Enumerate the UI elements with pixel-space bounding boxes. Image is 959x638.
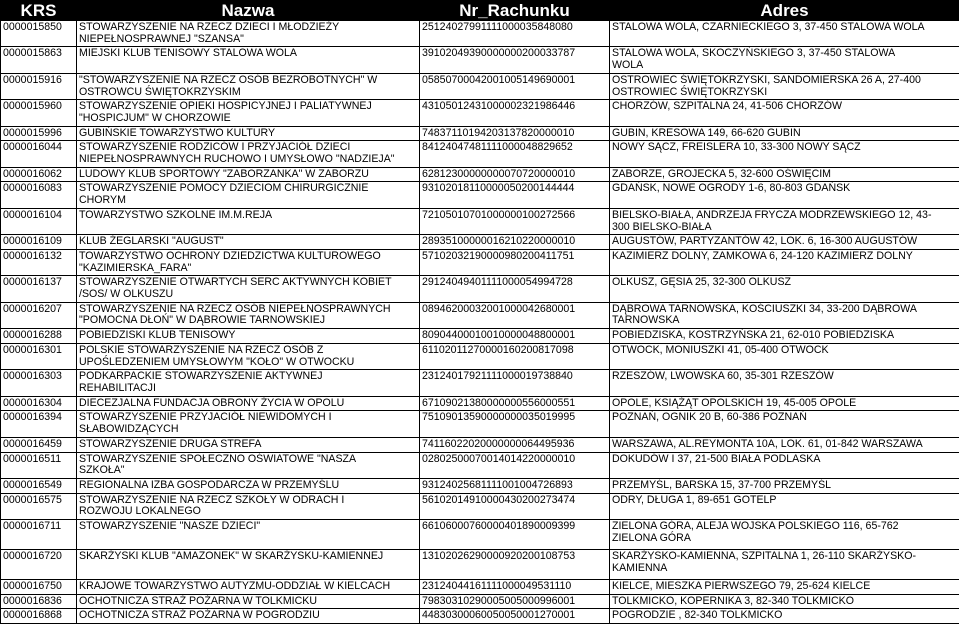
cell-nr-rachunku-line: 28935100000016210220000010 xyxy=(422,235,576,248)
cell-nazwa-line: CHORYM xyxy=(79,194,126,207)
cell-adres-line: OSTROWIEC ŚWIĘTOKRZYSKI xyxy=(612,85,768,98)
table-row xyxy=(1,396,959,411)
cell-krs-line: 0000016511 xyxy=(3,452,62,465)
cell-nazwa xyxy=(77,609,420,624)
cell-nazwa-line: STOWARZYSZENIE OTWARTYCH SERC AKTYWNYCH KOBIET xyxy=(79,276,392,289)
table-row xyxy=(1,594,959,609)
table-row xyxy=(1,452,959,478)
cell-krs xyxy=(1,550,77,580)
cell-nazwa-line: KRAJOWE TOWARZYSTWO AUTYZMU-ODDZIAŁ W KIELCACH xyxy=(79,580,391,593)
cell-adres-line: AUGUSTÓW, PARTYZANTÓW 42, LOK. 6, 16-300 AUGUSTÓW xyxy=(612,235,918,248)
cell-adres-line: WOLA xyxy=(612,59,644,72)
cell-nr-rachunku-line: 66106000760000401890009399 xyxy=(422,520,576,533)
cell-nazwa xyxy=(77,343,420,369)
cell-nr-rachunku-line: 57102032190000980200411751 xyxy=(422,249,575,262)
cell-nazwa-line: GUBIŃSKIE TOWARZYSTWO KULTURY xyxy=(79,126,276,139)
cell-krs xyxy=(1,276,77,302)
cell-krs-line: 0000016104 xyxy=(3,208,62,221)
cell-adres-line: OPOLE, KSIĄŻĄT OPOLSKICH 19, 45-005 OPOLE xyxy=(612,396,857,409)
cell-krs-line: 0000016575 xyxy=(3,493,62,506)
cell-adres-line: GDAŃSK, NOWE OGRODY 1-6, 80-803 GDAŃSK xyxy=(612,182,851,195)
table-row xyxy=(1,302,959,328)
cell-krs xyxy=(1,302,77,328)
cell-nazwa-line: STOWARZYSZENIE NA RZECZ DZIECI I MŁODZIEŻY xyxy=(79,21,340,33)
cell-nr-rachunku xyxy=(420,580,610,595)
cell-nazwa-line: STOWARZYSZENIE SPOŁECZNO OŚWIATOWE "NASZA xyxy=(79,452,357,465)
cell-nazwa-line: NIEPEŁNOSPRAWNEJ "SZANSA" xyxy=(79,32,244,45)
cell-adres-line: NOWY SĄCZ, FREISLERA 10, 33-300 NOWY SĄCZ xyxy=(612,141,861,154)
cell-nazwa xyxy=(77,126,420,141)
cell-nazwa-line: "KAZIMIERSKA_FARA" xyxy=(79,261,192,274)
cell-krs xyxy=(1,167,77,182)
cell-nazwa-line: SKARŻYSKI KLUB "AMAZONEK" W SKARŻYSKU-KAMIENNEJ xyxy=(79,550,384,563)
cell-adres-line: ZABORZE, GROJECKA 5, 32-600 OŚWIĘCIM xyxy=(612,167,831,180)
cell-nazwa-line: ROZWOJU LOKALNEGO xyxy=(79,505,201,518)
table-row xyxy=(1,329,959,344)
cell-nazwa-line: MIEJSKI KLUB TENISOWY STALOWA WOLA xyxy=(79,47,298,60)
cell-krs-line: 0000016868 xyxy=(3,609,62,622)
cell-krs xyxy=(1,182,77,208)
cell-nazwa-line: OSTROWCU ŚWIĘTOKRZYSKIM xyxy=(79,85,241,98)
cell-krs-line: 0000015863 xyxy=(3,47,62,60)
cell-adres-line: PRZEMYŚL, BARSKA 15, 37-700 PRZEMYŚL xyxy=(612,478,832,491)
cell-nazwa-line: SZKOŁA" xyxy=(79,464,125,477)
cell-nazwa xyxy=(77,141,420,167)
cell-krs-line: 0000016044 xyxy=(3,141,62,154)
cell-nr-rachunku-line: 08946200032001000042680001 xyxy=(422,302,576,315)
cell-nr-rachunku-line: 79830310290005005000996001 xyxy=(422,594,576,607)
cell-nr-rachunku-line: 44830300060050050001270001 xyxy=(422,609,576,622)
cell-nazwa xyxy=(77,47,420,73)
cell-adres-line: ZIELONA GÓRA xyxy=(612,531,691,544)
cell-adres-line: GUBIN, KRESOWA 149, 66-620 GUBIN xyxy=(612,126,801,139)
cell-nr-rachunku-line: 39102049390000000200033787 xyxy=(422,47,576,60)
cell-adres xyxy=(610,249,959,275)
cell-krs xyxy=(1,493,77,519)
cell-krs-line: 0000016720 xyxy=(3,550,62,563)
cell-adres xyxy=(610,126,959,141)
cell-adres-line: POBIEDZISKA, KOSTRZYŃSKA 21, 62-010 POBIEDZISKA xyxy=(612,329,895,342)
cell-krs-line: 0000016083 xyxy=(3,182,62,195)
cell-nr-rachunku xyxy=(420,167,610,182)
cell-nazwa xyxy=(77,452,420,478)
cell-nr-rachunku xyxy=(420,478,610,493)
cell-adres-line: KIELCE, MIESZKA PIERWSZEGO 79, 25-624 KIELCE xyxy=(612,580,871,593)
cell-adres-line: OTWOCK, MONIUSZKI 41, 05-400 OTWOCK xyxy=(612,343,829,356)
cell-nr-rachunku xyxy=(420,493,610,519)
cell-nazwa xyxy=(77,21,420,47)
cell-nazwa-line: OCHOTNICZA STRAŻ POŻARNA W TOLKMICKU xyxy=(79,594,317,607)
cell-krs xyxy=(1,594,77,609)
cell-nazwa-line: STOWARZYSZENIE POMOCY DZIECIOM CHIRURGICZNIE xyxy=(79,182,369,195)
table-row xyxy=(1,249,959,275)
cell-nr-rachunku xyxy=(420,126,610,141)
table-row xyxy=(1,73,959,99)
cell-nazwa-line: "POMOCNA DŁOŃ" W DĄBROWIE TARNOWSKIEJ xyxy=(79,314,326,327)
cell-adres xyxy=(610,452,959,478)
cell-nazwa-line: STOWARZYSZENIE OPIEKI HOSPICYJNEJ I PALIATYWNEJ xyxy=(79,100,372,113)
cell-nazwa-line: UPOŚLEDZENIEM UMYSŁOWYM "KOŁO" W OTWOCKU xyxy=(79,355,355,368)
cell-nr-rachunku xyxy=(420,520,610,550)
cell-nazwa-line: KLUB ŻEGLARSKI "AUGUST" xyxy=(79,235,224,248)
cell-nazwa-line: OCHOTNICZA STRAŻ POŻARNA W POGRODZIU xyxy=(79,609,320,622)
table-row xyxy=(1,550,959,580)
cell-nr-rachunku-line: 80904400010010000048800001 xyxy=(422,329,576,342)
cell-adres-line: ZIELONA GÓRA, ALEJA WOJSKA POLSKIEGO 116, 65-762 xyxy=(612,520,899,533)
cell-nazwa xyxy=(77,478,420,493)
cell-krs xyxy=(1,437,77,452)
cell-adres-line: TARNOWSKA xyxy=(612,314,680,327)
cell-nazwa-line: STOWARZYSZENIE NA RZECZ OSÓB NIEPEŁNOSPRAWNYCH xyxy=(79,302,391,315)
cell-nr-rachunku xyxy=(420,208,610,234)
cell-adres-line: ODRY, DŁUGA 1, 89-651 GOTELP xyxy=(612,493,777,506)
cell-nazwa-line: REGIONALNA IZBA GOSPODARCZA W PRZEMYŚLU xyxy=(79,478,340,491)
cell-nazwa xyxy=(77,437,420,452)
cell-krs-line: 0000016207 xyxy=(3,302,62,315)
cell-krs-line: 0000015960 xyxy=(3,100,62,113)
cell-krs-line: 0000016062 xyxy=(3,167,62,180)
table-row xyxy=(1,208,959,234)
cell-adres-line: DOKUDÓW I 37, 21-500 BIAŁA PODLASKA xyxy=(612,452,821,465)
cell-adres xyxy=(610,276,959,302)
cell-nazwa-line: "HOSPICJUM" W CHORZOWIE xyxy=(79,111,231,124)
cell-nazwa-line: "STOWARZYSZENIE NA RZECZ OSÓB BEZROBOTNYCH" W xyxy=(79,73,378,86)
cell-adres-line: KAMIENNA xyxy=(612,561,668,574)
cell-nr-rachunku-line: 25124027991111000035848080 xyxy=(422,21,573,33)
cell-adres-line: OLKUSZ, GĘSIA 25, 32-300 OLKUSZ xyxy=(612,276,791,289)
cell-adres xyxy=(610,141,959,167)
cell-nr-rachunku xyxy=(420,411,610,437)
cell-adres xyxy=(610,411,959,437)
cell-adres xyxy=(610,21,959,47)
cell-adres-line: CHORZÓW, SZPITALNA 24, 41-506 CHORZÓW xyxy=(612,100,842,113)
cell-krs-line: 0000016459 xyxy=(3,437,62,450)
cell-nazwa xyxy=(77,302,420,328)
cell-nr-rachunku-line: 56102014910000430200273474 xyxy=(422,493,576,506)
cell-nr-rachunku-line: 61102011270000160200817098 xyxy=(422,343,574,356)
cell-krs-line: 0000016836 xyxy=(3,594,62,607)
cell-nr-rachunku xyxy=(420,141,610,167)
cell-krs xyxy=(1,141,77,167)
cell-krs xyxy=(1,370,77,396)
cell-nazwa xyxy=(77,580,420,595)
cell-krs xyxy=(1,452,77,478)
cell-adres xyxy=(610,73,959,99)
cell-adres-line: BIELSKO-BIAŁA, ANDRZEJA FRYCZA MODRZEWSKIEGO 12, 43- xyxy=(612,208,932,221)
cell-nazwa xyxy=(77,520,420,550)
table-row xyxy=(1,580,959,595)
cell-krs xyxy=(1,235,77,250)
cell-nr-rachunku xyxy=(420,452,610,478)
cell-krs-line: 0000016303 xyxy=(3,370,62,383)
table-body xyxy=(1,21,959,624)
cell-nazwa-line: POBIEDZISKI KLUB TENISOWY xyxy=(79,329,236,342)
cell-krs xyxy=(1,21,77,47)
table-row xyxy=(1,609,959,624)
cell-nr-rachunku-line: 75109013590000000035019995 xyxy=(422,411,576,424)
cell-krs xyxy=(1,100,77,126)
cell-nr-rachunku-line: 74837110194203137820000010 xyxy=(422,126,575,139)
table-row xyxy=(1,47,959,73)
cell-nazwa xyxy=(77,167,420,182)
cell-nazwa-line: TOWARZYSTWO SZKOLNE IM.M.REJA xyxy=(79,208,273,221)
cell-nazwa xyxy=(77,235,420,250)
cell-adres-line: POZNAŃ, OGNIK 20 B, 60-386 POZNAŃ xyxy=(612,411,807,424)
cell-adres xyxy=(610,609,959,624)
cell-nazwa xyxy=(77,73,420,99)
table-row xyxy=(1,520,959,550)
cell-nr-rachunku-line: 23124017921111000019738840 xyxy=(422,370,573,383)
cell-nazwa-line: REHABILITACJI xyxy=(79,381,156,394)
cell-nazwa-line: TOWARZYSTWO OCHRONY DZIEDZICTWA KULTUROWEGO xyxy=(79,249,381,262)
table-row xyxy=(1,478,959,493)
cell-nazwa xyxy=(77,594,420,609)
cell-nr-rachunku xyxy=(420,182,610,208)
cell-nr-rachunku-line: 93124025681111001004726893 xyxy=(422,478,573,491)
cell-nr-rachunku-line: 62812300000000070720000010 xyxy=(422,167,576,180)
cell-nr-rachunku xyxy=(420,396,610,411)
table-row xyxy=(1,276,959,302)
cell-nr-rachunku-line: 72105010701000000100272566 xyxy=(422,208,576,221)
cell-nazwa-line: NIEPEŁNOSPRAWNYCH RUCHOWO I UMYSŁOWO "NADZIEJA" xyxy=(79,153,395,166)
cell-nazwa xyxy=(77,370,420,396)
cell-nr-rachunku xyxy=(420,21,610,47)
cell-krs xyxy=(1,609,77,624)
table-row xyxy=(1,141,959,167)
cell-krs xyxy=(1,478,77,493)
table-row xyxy=(1,126,959,141)
header-nazwa: Nazwa xyxy=(77,1,420,21)
cell-adres-line: KAZIMIERZ DOLNY, ZAMKOWA 6, 24-120 KAZIMIERZ DOLNY xyxy=(612,249,913,262)
cell-nazwa xyxy=(77,249,420,275)
cell-nazwa-line: STOWARZYSZENIE NA RZECZ SZKOŁY W ODRACH I xyxy=(79,493,345,506)
cell-krs xyxy=(1,208,77,234)
cell-adres-line: 300 BIELSKO-BIAŁA xyxy=(612,220,712,233)
cell-nr-rachunku xyxy=(420,594,610,609)
cell-adres xyxy=(610,235,959,250)
cell-nr-rachunku-line: 67109021380000000556000551 xyxy=(422,396,576,409)
cell-nr-rachunku xyxy=(420,609,610,624)
cell-krs-line: 0000016304 xyxy=(3,396,62,409)
cell-krs xyxy=(1,396,77,411)
cell-adres xyxy=(610,580,959,595)
cell-adres xyxy=(610,167,959,182)
cell-nr-rachunku-line: 05850700042001005149690001 xyxy=(422,73,576,86)
table-row xyxy=(1,411,959,437)
cell-nazwa-line: STOWARZYSZENIE RODZICÓW I PRZYJACIÓŁ DZIECI xyxy=(79,141,351,154)
cell-krs-line: 0000016750 xyxy=(3,580,62,593)
cell-krs xyxy=(1,580,77,595)
cell-nr-rachunku xyxy=(420,249,610,275)
cell-krs xyxy=(1,329,77,344)
cell-adres xyxy=(610,478,959,493)
cell-adres xyxy=(610,302,959,328)
cell-krs xyxy=(1,411,77,437)
cell-adres xyxy=(610,182,959,208)
header-row xyxy=(1,1,959,21)
cell-krs-line: 0000016137 xyxy=(3,276,62,289)
cell-nazwa xyxy=(77,396,420,411)
cell-nr-rachunku xyxy=(420,343,610,369)
cell-nr-rachunku xyxy=(420,550,610,580)
table-row xyxy=(1,493,959,519)
cell-adres-line: STALOWA WOLA, CZARNIECKIEGO 3, 37-450 STALOWA WOLA xyxy=(612,21,925,33)
cell-adres xyxy=(610,343,959,369)
cell-nr-rachunku xyxy=(420,302,610,328)
cell-adres-line: OSTROWIEC ŚWIĘTOKRZYSKI, SANDOMIERSKA 26 A, 27-400 xyxy=(612,73,921,86)
cell-adres-line: STALOWA WOLA, SKOCZYŃSKIEGO 3, 37-450 STALOWA xyxy=(612,47,896,60)
cell-adres xyxy=(610,520,959,550)
cell-adres xyxy=(610,208,959,234)
cell-adres xyxy=(610,493,959,519)
cell-adres xyxy=(610,437,959,452)
table-row xyxy=(1,21,959,47)
cell-krs xyxy=(1,249,77,275)
cell-nazwa xyxy=(77,208,420,234)
cell-krs-line: 0000015850 xyxy=(3,21,62,33)
cell-adres-line: POGRODZIE , 82-340 TOLKMICKO xyxy=(612,609,783,622)
cell-nr-rachunku xyxy=(420,329,610,344)
cell-nazwa-line: STOWARZYSZENIE "NASZE DZIECI" xyxy=(79,520,261,533)
cell-krs-line: 0000015916 xyxy=(3,73,62,86)
cell-adres-line: DĄBROWA TARNOWSKA, KOŚCIUSZKI 34, 33-200 DĄBROWA xyxy=(612,302,917,315)
cell-adres xyxy=(610,550,959,580)
cell-nr-rachunku xyxy=(420,100,610,126)
cell-krs-line: 0000016132 xyxy=(3,249,62,262)
cell-nr-rachunku-line: 43105012431000002321986446 xyxy=(422,100,576,113)
header-adres: Adres xyxy=(610,1,959,21)
cell-nazwa-line: POLSKIE STOWARZYSZENIE NA RZECZ OSÓB Z xyxy=(79,343,324,356)
cell-nazwa xyxy=(77,411,420,437)
cell-nazwa xyxy=(77,182,420,208)
cell-krs xyxy=(1,73,77,99)
cell-adres-line: TOLKMICKO, KOPERNIKA 3, 82-340 TOLKMICKO xyxy=(612,594,854,607)
table-row xyxy=(1,235,959,250)
cell-nazwa-line: STOWARZYSZENIE DRUGA STREFA xyxy=(79,437,262,450)
cell-nazwa-line: LUDOWY KLUB SPORTOWY "ZABORZANKA" W ZABORZU xyxy=(79,167,369,180)
table-row xyxy=(1,370,959,396)
cell-nr-rachunku xyxy=(420,437,610,452)
table-row xyxy=(1,182,959,208)
table-row xyxy=(1,343,959,369)
cell-adres xyxy=(610,47,959,73)
table-row xyxy=(1,100,959,126)
cell-adres-line: RZESZÓW, LWOWSKA 60, 35-301 RZESZÓW xyxy=(612,370,834,383)
cell-nazwa xyxy=(77,550,420,580)
cell-nr-rachunku-line: 23124044161111000049531110 xyxy=(422,580,572,593)
cell-nr-rachunku xyxy=(420,73,610,99)
cell-nr-rachunku-line: 74116022020000000064495936 xyxy=(422,437,575,450)
cell-nazwa xyxy=(77,276,420,302)
cell-adres xyxy=(610,100,959,126)
cell-nazwa-line: /SOS/ W OLKUSZU xyxy=(79,288,174,301)
cell-krs xyxy=(1,126,77,141)
cell-krs xyxy=(1,520,77,550)
table-row xyxy=(1,437,959,452)
cell-krs-line: 0000016301 xyxy=(3,343,62,356)
cell-adres xyxy=(610,370,959,396)
header-nr-rachunku: Nr_Rachunku xyxy=(420,1,610,21)
cell-nr-rachunku-line: 02802500070014014220000010 xyxy=(422,452,576,465)
cell-krs xyxy=(1,343,77,369)
cell-krs-line: 0000016109 xyxy=(3,235,62,248)
cell-nazwa-line: DIECEZJALNA FUNDACJA OBRONY ŻYCIA W OPOLU xyxy=(79,396,345,409)
cell-adres xyxy=(610,594,959,609)
cell-nr-rachunku-line: 29124049401111000054994728 xyxy=(422,276,573,289)
cell-nazwa-line: PODKARPACKIE STOWARZYSZENIE AKTYWNEJ xyxy=(79,370,323,383)
cell-krs-line: 0000015996 xyxy=(3,126,62,139)
cell-krs-line: 0000016549 xyxy=(3,478,62,491)
cell-nazwa xyxy=(77,493,420,519)
cell-nr-rachunku-line: 13102026290000920200108753 xyxy=(422,550,576,563)
cell-nr-rachunku xyxy=(420,370,610,396)
cell-adres-line: WARSZAWA, AL.REYMONTA 10A, LOK. 61, 01-842 WARSZAWA xyxy=(612,437,923,450)
cell-nr-rachunku-line: 93102018110000050200144444 xyxy=(422,182,575,195)
cell-krs-line: 0000016394 xyxy=(3,411,62,424)
cell-krs-line: 0000016288 xyxy=(3,329,62,342)
cell-nr-rachunku xyxy=(420,47,610,73)
cell-nazwa-line: STOWARZYSZENIE PRZYJACIÓŁ NIEWIDOMYCH I xyxy=(79,411,332,424)
table-row xyxy=(1,167,959,182)
cell-krs xyxy=(1,47,77,73)
cell-adres xyxy=(610,396,959,411)
cell-nazwa xyxy=(77,329,420,344)
header-krs: KRS xyxy=(1,1,77,21)
cell-adres xyxy=(610,329,959,344)
cell-nazwa-line: SŁABOWIDZĄCYCH xyxy=(79,423,179,436)
cell-nr-rachunku-line: 84124047481111000048829652 xyxy=(422,141,573,154)
cell-nr-rachunku xyxy=(420,235,610,250)
cell-nr-rachunku xyxy=(420,276,610,302)
cell-adres-line: SKARŻYSKO-KAMIENNA, SZPITALNA 1, 26-110 SKARŻYSKO- xyxy=(612,550,916,563)
cell-krs-line: 0000016711 xyxy=(3,520,62,533)
cell-nazwa xyxy=(77,100,420,126)
